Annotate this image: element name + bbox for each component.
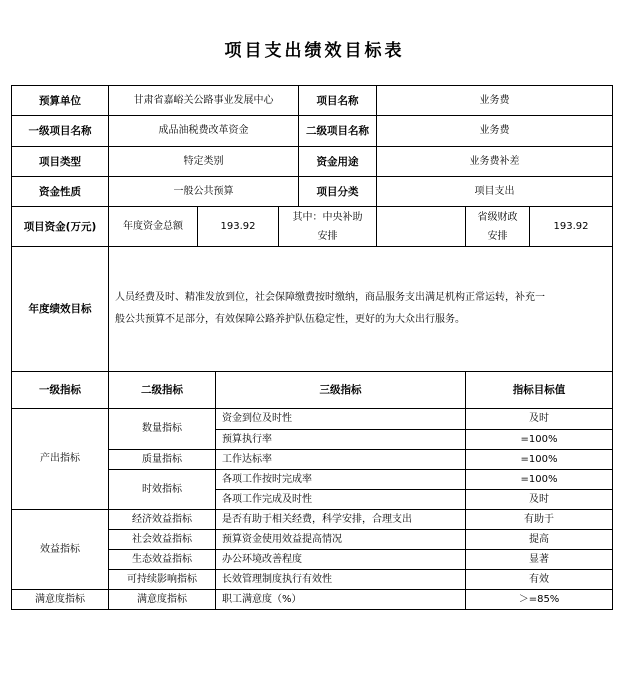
info-row	[12, 147, 613, 177]
quantity-indicator-label: 数量指标	[109, 409, 216, 450]
central-subsidy-value	[377, 207, 466, 247]
page-title: 项目支出绩效目标表	[224, 41, 405, 61]
indicator-target: =100%	[466, 430, 613, 450]
sustainable-impact-label: 可持续影响指标	[109, 570, 216, 590]
indicator-name: 预算执行率	[216, 430, 466, 450]
indicator-name: 各项工作按时完成率	[216, 470, 466, 490]
indicator-row	[12, 510, 613, 530]
project-name-value: 业务费	[377, 86, 613, 116]
indicator-target: =100%	[466, 470, 613, 490]
funding-row	[12, 207, 613, 247]
indicator-target: =100%	[466, 450, 613, 470]
social-benefit-label: 社会效益指标	[109, 530, 216, 550]
indicator-row	[12, 590, 613, 610]
indicator-name: 资金到位及时性	[216, 409, 466, 430]
central-subsidy-label	[279, 207, 377, 247]
indicator-header-row	[12, 372, 613, 409]
indicator-target: 提高	[466, 530, 613, 550]
fund-usage-value: 业务费补差	[377, 147, 613, 177]
annual-total-value: 193.92	[198, 207, 279, 247]
provincial-finance-label	[466, 207, 530, 247]
level1-indicator-header: 一级指标	[12, 372, 109, 409]
info-row	[12, 86, 613, 116]
fund-nature-value: 一般公共预算	[109, 177, 299, 207]
project-category-label: 项目分类	[299, 177, 377, 207]
timeliness-indicator-label: 时效指标	[109, 470, 216, 510]
ecological-benefit-label: 生态效益指标	[109, 550, 216, 570]
level2-project-name-value: 业务费	[377, 116, 613, 147]
indicator-target: 有助于	[466, 510, 613, 530]
annual-goal-text-line1: 人员经费及时、精准发放到位，社会保障缴费按时缴纳，商品服务支出满足机构正常运转，补充一	[115, 292, 545, 303]
project-category-value: 项目支出	[377, 177, 613, 207]
provincial-finance-value: 193.92	[530, 207, 613, 247]
indicator-target: 及时	[466, 409, 613, 430]
quality-indicator-label: 质量指标	[109, 450, 216, 470]
provincial-finance-label-line2: 安排	[487, 230, 508, 242]
annual-goal-row	[12, 247, 613, 372]
satisfaction-level2-label: 满意度指标	[109, 590, 216, 610]
central-subsidy-label-line1: 其中：中央补助	[292, 211, 363, 223]
indicator-target: ＞=85%	[466, 590, 613, 610]
indicator-row	[12, 409, 613, 430]
annual-goal-label: 年度绩效目标	[12, 247, 109, 372]
indicator-name: 各项工作完成及时性	[216, 490, 466, 510]
indicator-name: 职工满意度（%）	[216, 590, 466, 610]
indicator-name: 长效管理制度执行有效性	[216, 570, 466, 590]
project-type-label: 项目类型	[12, 147, 109, 177]
indicator-target: 显著	[466, 550, 613, 570]
budget-unit-value: 甘肃省嘉峪关公路事业发展中心	[109, 86, 299, 116]
central-subsidy-label-line2: 安排	[317, 230, 338, 242]
indicator-target: 有效	[466, 570, 613, 590]
project-name-label: 项目名称	[299, 86, 377, 116]
economic-benefit-label: 经济效益指标	[109, 510, 216, 530]
provincial-finance-label-line1: 省级财政	[477, 211, 518, 223]
info-row	[12, 177, 613, 207]
level2-project-name-label: 二级项目名称	[299, 116, 377, 147]
project-funds-label: 项目资金(万元)	[12, 207, 109, 247]
indicator-name: 预算资金使用效益提高情况	[216, 530, 466, 550]
level1-project-name-label: 一级项目名称	[12, 116, 109, 147]
info-row	[12, 116, 613, 147]
benefit-indicator-label: 效益指标	[12, 510, 109, 590]
output-indicator-label: 产出指标	[12, 409, 109, 510]
annual-goal-text	[109, 247, 613, 372]
fund-usage-label: 资金用途	[299, 147, 377, 177]
project-type-value: 特定类别	[109, 147, 299, 177]
target-value-header: 指标目标值	[466, 372, 613, 409]
indicator-target: 及时	[466, 490, 613, 510]
performance-goal-table	[11, 85, 613, 610]
level1-project-name-value: 成品油税费改革资金	[109, 116, 299, 147]
annual-total-label: 年度资金总额	[109, 207, 198, 247]
fund-nature-label: 资金性质	[12, 177, 109, 207]
indicator-name: 工作达标率	[216, 450, 466, 470]
level3-indicator-header: 三级指标	[216, 372, 466, 409]
indicator-name: 办公环境改善程度	[216, 550, 466, 570]
satisfaction-indicator-label: 满意度指标	[12, 590, 109, 610]
indicator-name: 是否有助于相关经费，科学安排，合理支出	[216, 510, 466, 530]
budget-unit-label: 预算单位	[12, 86, 109, 116]
level2-indicator-header: 二级指标	[109, 372, 216, 409]
annual-goal-text-line2: 般公共预算不足部分，有效保障公路养护队伍稳定性，更好的为大众出行服务。	[115, 314, 465, 325]
